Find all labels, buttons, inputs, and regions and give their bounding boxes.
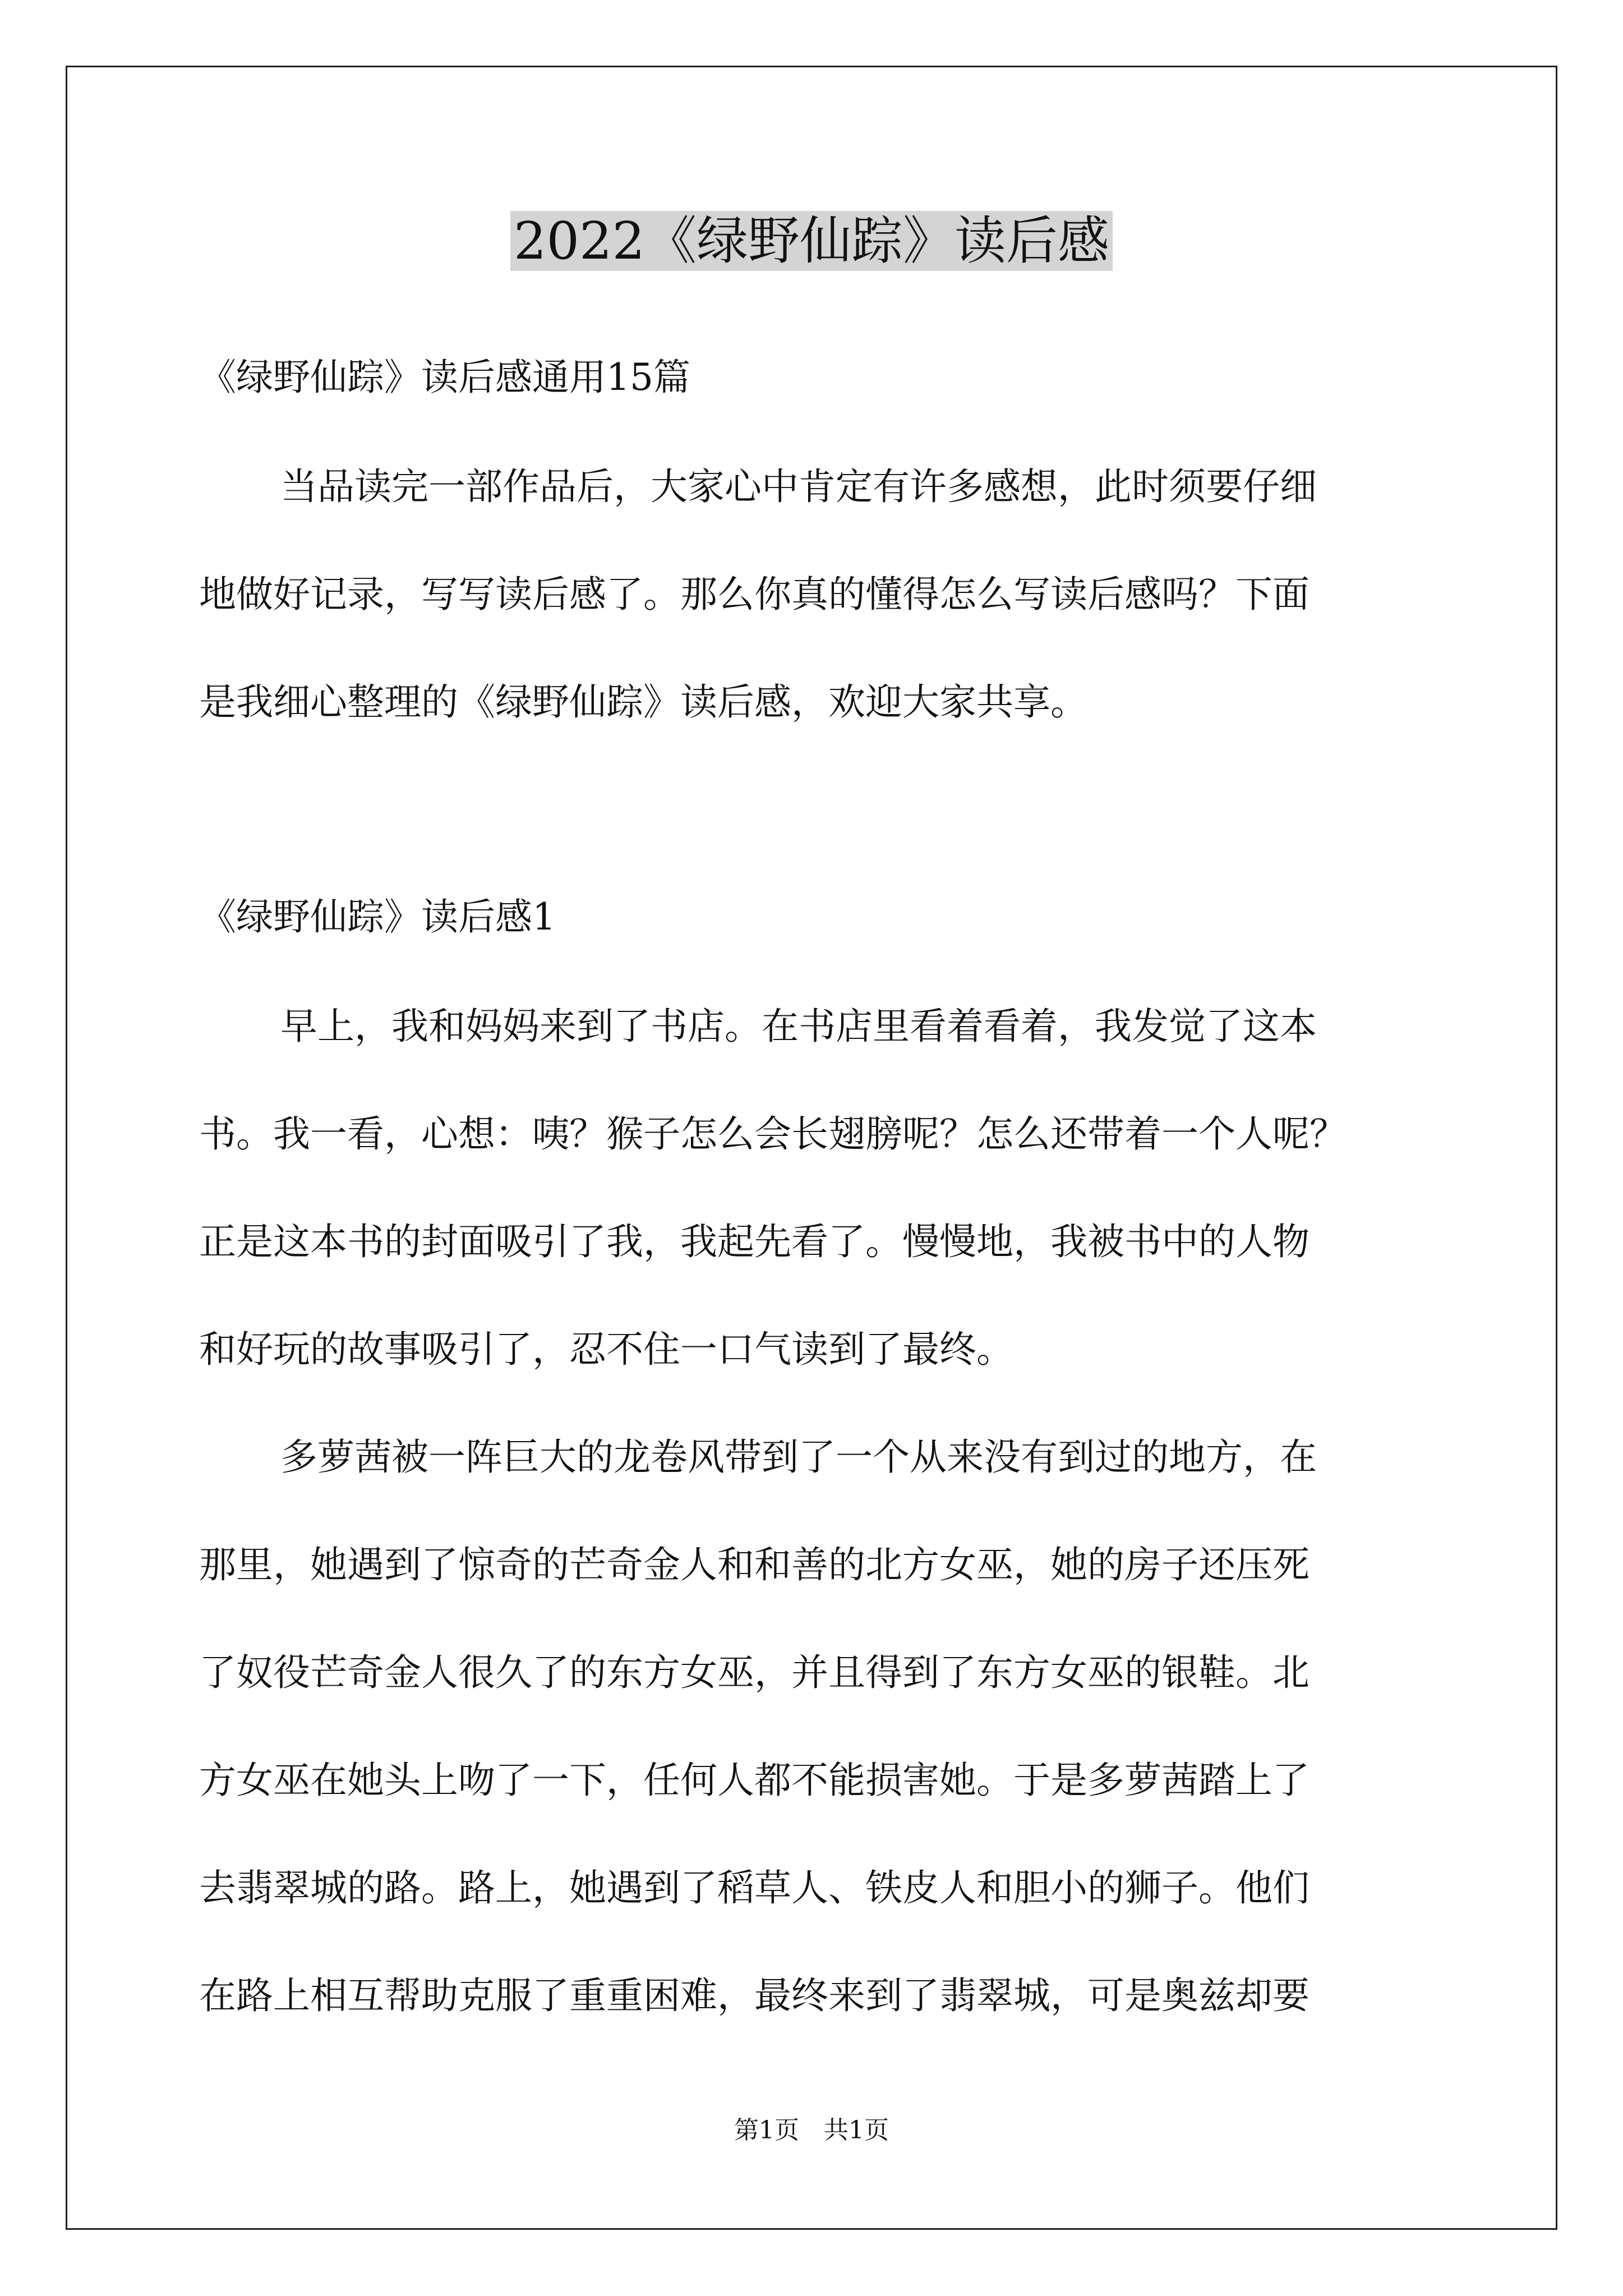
paragraph1-line: 书。我一看，心想：咦？猴子怎么会长翅膀呢？怎么还带着一个人呢？ xyxy=(199,1112,1347,1156)
document-title xyxy=(0,208,1623,275)
paragraph2-line: 在路上相互帮助克服了重重困难，最终来到了翡翠城，可是奥兹却要 xyxy=(199,1974,1310,2017)
paragraph1-line: 早上，我和妈妈来到了书店。在书店里看着看着，我发觉了这本 xyxy=(280,1005,1317,1048)
intro-line: 是我细心整理的《绿野仙踪》读后感，欢迎大家共享。 xyxy=(199,680,1087,724)
page-footer: 第1页 共1页 xyxy=(734,2116,889,2145)
paragraph2-line: 那里，她遇到了惊奇的芒奇金人和和善的北方女巫，她的房子还压死 xyxy=(199,1543,1310,1586)
document-subtitle: 《绿野仙踪》读后感通用15篇 xyxy=(199,356,690,399)
paragraph2-line: 了奴役芒奇金人很久了的东方女巫，并且得到了东方女巫的银鞋。北 xyxy=(199,1651,1310,1694)
intro-line: 地做好记录，写写读后感了。那么你真的懂得怎么写读后感吗？下面 xyxy=(199,573,1310,616)
paragraph2-line: 多萝茜被一阵巨大的龙卷风带到了一个从来没有到过的地方，在 xyxy=(280,1435,1317,1479)
paragraph2-line: 方女巫在她头上吻了一下，任何人都不能损害她。于是多萝茜踏上了 xyxy=(199,1759,1310,1802)
intro-line: 当品读完一部作品后，大家心中肯定有许多感想，此时须要仔细 xyxy=(280,465,1317,508)
document-title-text: 2022《绿野仙踪》读后感 xyxy=(510,211,1113,271)
section-heading: 《绿野仙踪》读后感1 xyxy=(199,895,556,938)
paragraph1-line: 和好玩的故事吸引了，忍不住一口气读到了最终。 xyxy=(199,1328,1013,1371)
paragraph1-line: 正是这本书的封面吸引了我，我起先看了。慢慢地，我被书中的人物 xyxy=(199,1220,1310,1263)
paragraph2-line: 去翡翠城的路。路上，她遇到了稻草人、铁皮人和胆小的狮子。他们 xyxy=(199,1866,1310,1910)
